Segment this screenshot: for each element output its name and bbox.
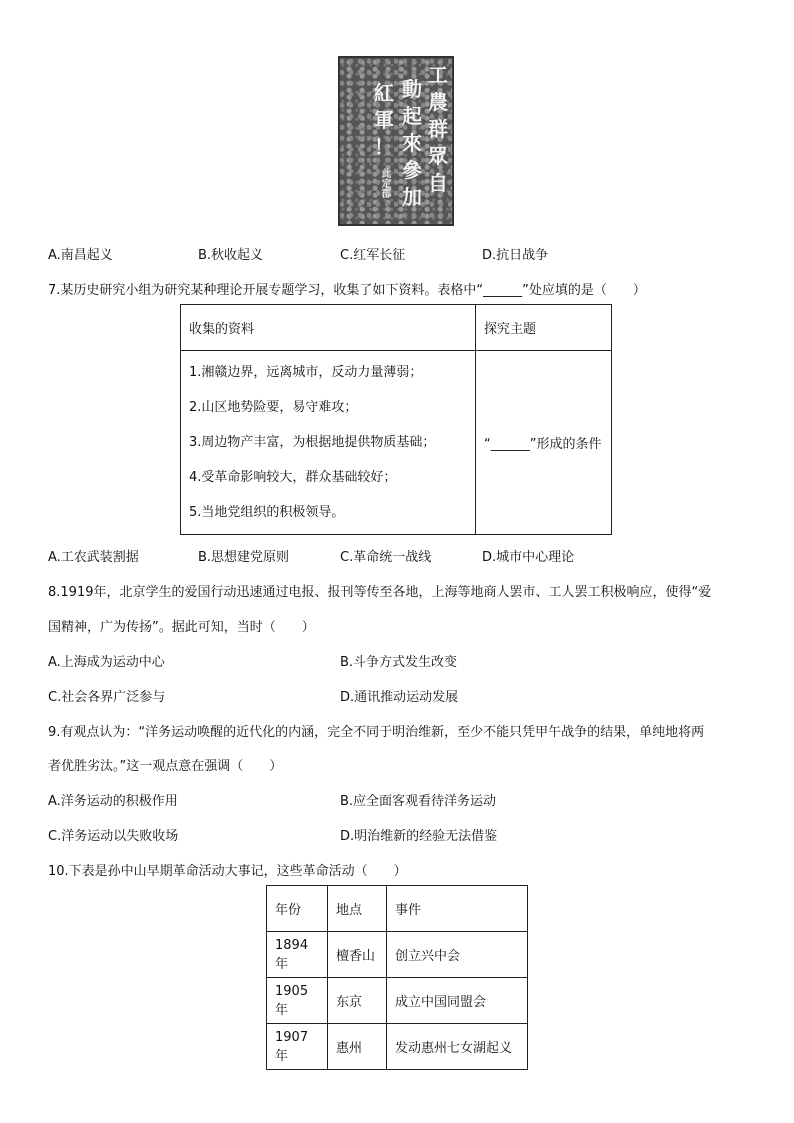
q7-material-2: 2.山区地势险要，易守难攻；: [189, 400, 358, 415]
q7-theme-cell: “______”形成的条件: [476, 351, 612, 535]
q10-cell-place: 惠州: [328, 1024, 387, 1070]
q10-header-place: 地点: [328, 886, 387, 932]
q6-option-d[interactable]: D.抗日战争: [482, 248, 549, 263]
stele-signature: 此定郡: [379, 168, 390, 198]
stele-column-3: 紅 軍 ！: [374, 81, 394, 159]
stele-column-1: 工 農 群 眾 自: [428, 63, 448, 195]
q10-cell-event: 创立兴中会: [387, 932, 528, 978]
q10-cell-event: 成立中国同盟会: [387, 978, 528, 1024]
q7-materials-cell: [181, 351, 476, 535]
q7-material-1: 1.湘赣边界，远离城市，反动力量薄弱；: [189, 365, 423, 380]
q9-stem-line1: 9.有观点认为：“洋务运动唤醒的近代化的内涵，完全不同于明治维新，至少不能只凭甲午战争的结果，单纯地将两: [48, 725, 705, 740]
q7-option-c[interactable]: C.革命统一战线: [340, 550, 432, 565]
q10-cell-place: 东京: [328, 978, 387, 1024]
q7-material-3: 3.周边物产丰富，为根据地提供物质基础；: [189, 435, 436, 450]
q6-option-b[interactable]: B.秋收起义: [198, 248, 264, 263]
q9-option-c[interactable]: C.洋务运动以失败收场: [48, 829, 179, 844]
q8-option-b[interactable]: B.斗争方式发生改变: [340, 655, 458, 670]
table-row: [267, 1024, 528, 1070]
q8-stem-line2: 国精神，广为传扬”。据此可知，当时（ ）: [48, 620, 315, 635]
q10-header-year: 年份: [267, 886, 328, 932]
q10-cell-year: 1907 年: [267, 1024, 328, 1070]
q10-table: [266, 885, 528, 1070]
q10-header-row: [267, 886, 528, 932]
q7-stem: 7.某历史研究小组为研究某种理论开展专题学习，收集了如下资料。表格中“______”处应填的是（ ）: [48, 283, 646, 298]
q7-header-materials: 收集的资料: [181, 305, 476, 351]
q9-option-a[interactable]: A.洋务运动的积极作用: [48, 794, 178, 809]
q8-stem-line1: 8.1919年，北京学生的爱国行动迅速通过电报、报刊等传至各地，上海等地商人罢市、工人罢工积极响应，使得“爱: [48, 585, 712, 600]
q8-option-a[interactable]: A.上海成为运动中心: [48, 655, 165, 670]
q7-material-4: 4.受革命影响较大，群众基础较好；: [189, 470, 397, 485]
stele-rubbing-image: [338, 56, 454, 226]
q10-cell-year: 1905 年: [267, 978, 328, 1024]
q10-cell-event: 发动惠州七女湖起义: [387, 1024, 528, 1070]
q10-cell-place: 檀香山: [328, 932, 387, 978]
q8-option-d[interactable]: D.通讯推动运动发展: [340, 690, 459, 705]
q7-table: [180, 304, 612, 535]
q9-option-d[interactable]: D.明治维新的经验无法借鉴: [340, 829, 498, 844]
q9-stem-line2: 者优胜劣汰。”这一观点意在强调（ ）: [48, 759, 283, 774]
q9-option-b[interactable]: B.应全面客观看待洋务运动: [340, 794, 497, 809]
stele-column-2: 動 起 來 參 加: [402, 77, 422, 209]
q8-option-c[interactable]: C.社会各界广泛参与: [48, 690, 166, 705]
q6-option-c[interactable]: C.红军长征: [340, 248, 406, 263]
table-row: [267, 978, 528, 1024]
q7-option-b[interactable]: B.思想建党原则: [198, 550, 290, 565]
q7-option-d[interactable]: D.城市中心理论: [482, 550, 575, 565]
q7-option-a[interactable]: A.工农武装割据: [48, 550, 139, 565]
q7-material-5: 5.当地党组织的积极领导。: [189, 505, 345, 520]
table-row: [267, 932, 528, 978]
q10-header-event: 事件: [387, 886, 528, 932]
q7-header-theme: 探究主题: [476, 305, 612, 351]
q10-stem: 10.下表是孙中山早期革命活动大事记，这些革命活动（ ）: [48, 864, 407, 879]
q6-option-a[interactable]: A.南昌起义: [48, 248, 113, 263]
q10-cell-year: 1894 年: [267, 932, 328, 978]
